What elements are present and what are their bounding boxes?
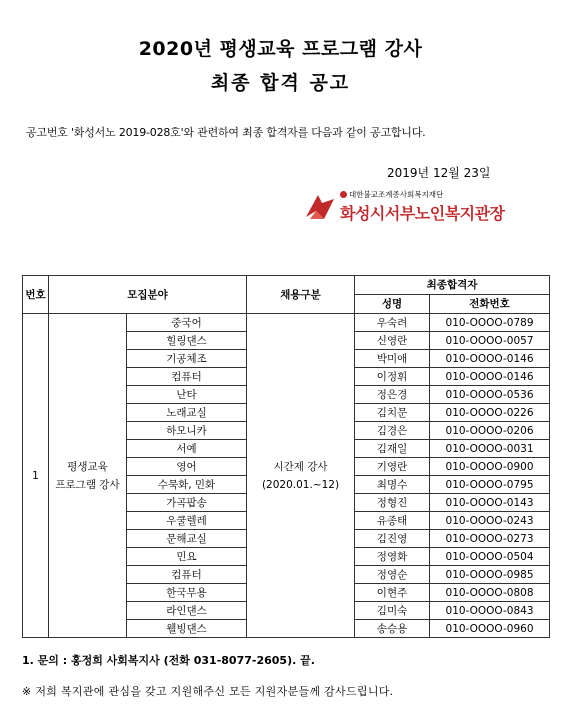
name-cell: 김치문: [355, 404, 430, 422]
name-cell: 정영순: [355, 566, 430, 584]
name-cell: 김미숙: [355, 602, 430, 620]
subject-cell: 중국어: [127, 314, 247, 332]
row-number: 1: [23, 314, 49, 638]
subject-cell: 힐링댄스: [127, 332, 247, 350]
table-row: [23, 314, 550, 332]
name-cell: 신영란: [355, 332, 430, 350]
phone-cell: 010-OOOO-0985: [430, 566, 550, 584]
phone-cell: 010-OOOO-0504: [430, 548, 550, 566]
name-cell: 송승용: [355, 620, 430, 638]
phone-cell: 010-OOOO-0146: [430, 368, 550, 386]
subject-cell: 민요: [127, 548, 247, 566]
foundation-dot-icon: [340, 191, 347, 198]
name-cell: 최명수: [355, 476, 430, 494]
name-cell: 정영화: [355, 548, 430, 566]
org-name: 화성시서부노인복지관장: [340, 204, 505, 223]
announcement-date: 2019년 12월 23일: [387, 166, 491, 180]
name-cell: 김진영: [355, 530, 430, 548]
subject-cell: 컴퓨터: [127, 368, 247, 386]
header-no: 번호: [23, 276, 49, 314]
subject-cell: 컴퓨터: [127, 566, 247, 584]
phone-cell: 010-OOOO-0900: [430, 458, 550, 476]
name-cell: 유종태: [355, 512, 430, 530]
subject-cell: 기공체조: [127, 350, 247, 368]
phone-cell: 010-OOOO-0143: [430, 494, 550, 512]
name-cell: 김재일: [355, 440, 430, 458]
recruit-field: [49, 314, 127, 638]
phone-cell: 010-OOOO-0243: [430, 512, 550, 530]
name-cell: 정은경: [355, 386, 430, 404]
phone-cell: 010-OOOO-0206: [430, 422, 550, 440]
subject-cell: 노래교실: [127, 404, 247, 422]
result-table: [22, 275, 550, 638]
phone-cell: 010-OOOO-0146: [430, 350, 550, 368]
name-cell: 우숙려: [355, 314, 430, 332]
recruit-field-line2: 프로그램 강사: [55, 478, 120, 491]
thanks-footer: ※ 저희 복지관에 관심을 갖고 지원해주신 모든 지원자분들께 감사드립니다.: [22, 685, 394, 698]
name-cell: 박미애: [355, 350, 430, 368]
employment-type-line1: 시간제 강사: [273, 460, 328, 473]
name-cell: 이정휘: [355, 368, 430, 386]
employment-type-line2: (2020.01.~12): [261, 478, 340, 491]
org-small-name: 대한불교조계종사회복지재단: [340, 189, 443, 200]
page-title-line2: 최종 합격 공고: [210, 72, 351, 94]
org-emblem-icon: [304, 193, 336, 221]
subject-cell: 하모니카: [127, 422, 247, 440]
subject-cell: 난타: [127, 386, 247, 404]
header-phone: 전화번호: [430, 295, 550, 314]
header-final: 최종합격자: [355, 276, 550, 295]
header-field: 모집분야: [49, 276, 247, 314]
phone-cell: 010-OOOO-0795: [430, 476, 550, 494]
page-title-line1: 2020년 평생교육 프로그램 강사: [138, 38, 423, 60]
phone-cell: 010-OOOO-0843: [430, 602, 550, 620]
phone-cell: 010-OOOO-0057: [430, 332, 550, 350]
subject-cell: 문해교실: [127, 530, 247, 548]
header-type: 채용구분: [247, 276, 355, 314]
subject-cell: 수묵화, 민화: [127, 476, 247, 494]
subject-cell: 영어: [127, 458, 247, 476]
phone-cell: 010-OOOO-0789: [430, 314, 550, 332]
intro-text: 공고번호 '화성서노 2019-028호'와 관련하여 최종 합격자를 다음과 같이 공고합니다.: [26, 126, 426, 139]
name-cell: 기영란: [355, 458, 430, 476]
subject-cell: 라인댄스: [127, 602, 247, 620]
recruit-field-line1: 평생교육: [67, 460, 108, 473]
subject-cell: 한국무용: [127, 584, 247, 602]
name-cell: 김경은: [355, 422, 430, 440]
name-cell: 정형진: [355, 494, 430, 512]
name-cell: 이현주: [355, 584, 430, 602]
subject-cell: 우쿨렐레: [127, 512, 247, 530]
employment-type: [247, 314, 355, 638]
phone-cell: 010-OOOO-0273: [430, 530, 550, 548]
subject-cell: 웰빙댄스: [127, 620, 247, 638]
subject-cell: 서예: [127, 440, 247, 458]
phone-cell: 010-OOOO-0536: [430, 386, 550, 404]
header-name: 성명: [355, 295, 430, 314]
phone-cell: 010-OOOO-0226: [430, 404, 550, 422]
subject-cell: 가곡팝송: [127, 494, 247, 512]
inquiry-notice: 1. 문의 : 홍정희 사회복지사 (전화 031-8077-2605). 끝.: [22, 654, 315, 667]
organization-logo: [304, 189, 514, 225]
phone-cell: 010-OOOO-0960: [430, 620, 550, 638]
phone-cell: 010-OOOO-0808: [430, 584, 550, 602]
phone-cell: 010-OOOO-0031: [430, 440, 550, 458]
